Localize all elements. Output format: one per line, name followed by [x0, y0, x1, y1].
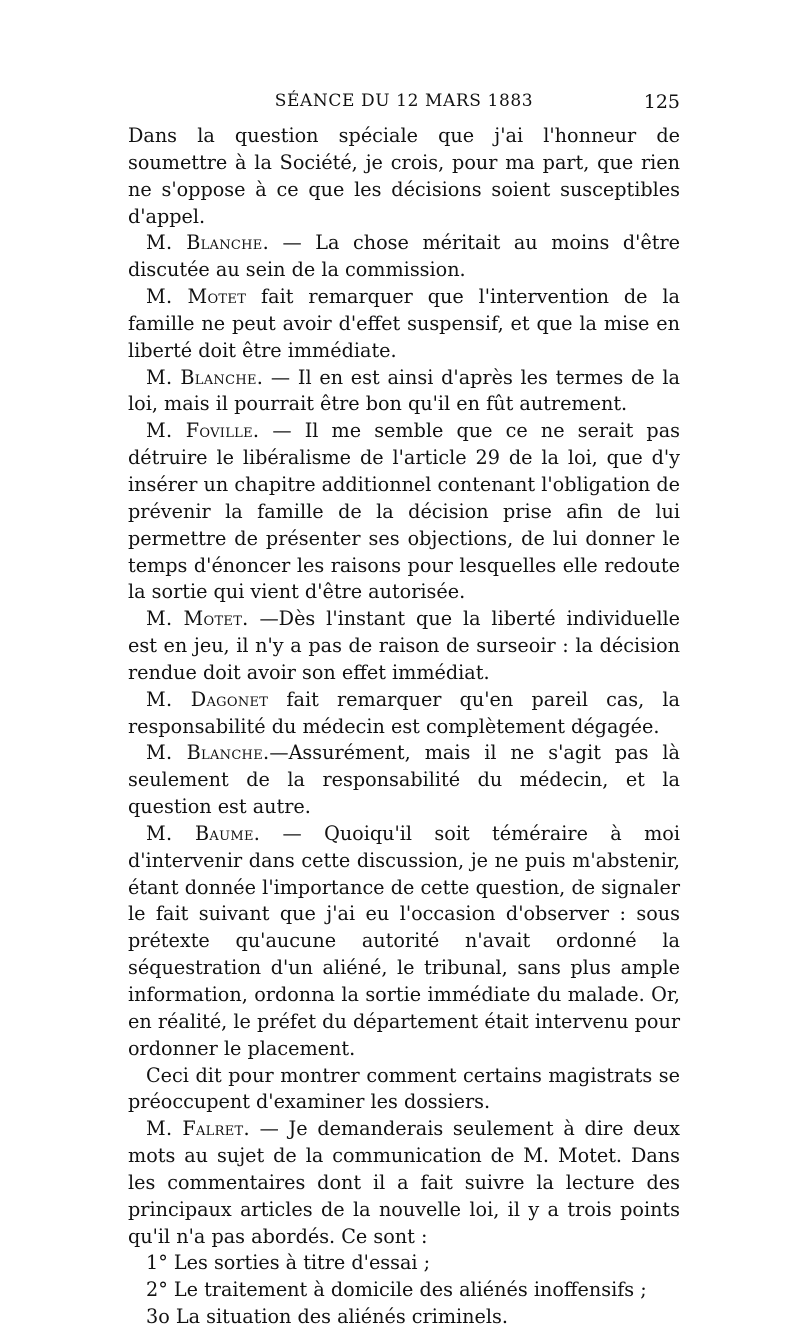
running-head: SÉANCE DU 12 MARS 1883 [274, 91, 534, 111]
paragraph-text: — Quoiqu'il soit téméraire à moi d'intervenir dans cette discussion, je ne puis m'abstenir, étant donnée l'importance de cette question, de signaler le fait suivant que j'ai eu l'occasion d'observer : sous prétexte qu'aucune autorité n'avait ordonné la séquestration d'un aliéné, le tribunal, sans plus ample information, ordonna la sortie immédiate du malade. Or, en réalité, le préfet du département était intervenu pour ordonner le placement. [128, 821, 680, 1060]
paragraph [128, 740, 680, 821]
paragraph [128, 230, 680, 284]
paragraph [128, 365, 680, 419]
speaker-name: M. Blanche. [146, 231, 269, 255]
page-header [128, 91, 680, 117]
speaker-name: M. Dagonet [146, 687, 269, 711]
paragraph-text: — Il me semble que ce ne serait pas détruire le libéralisme de l'article 29 de la loi, que d'y insérer un chapitre additionnel contenant l'obligation de prévenir la famille de la décision prise afin de lui permettre de présenter ses objections, de lui donner le temps d'énoncer les raisons pour lesquelles elle redoute la sortie qui vient d'être autorisée. [128, 419, 681, 604]
paragraph-text: fait remarquer qu'en pareil cas, la responsabilité du médecin est complètement dégagée. [128, 687, 680, 738]
paragraph-text: —Dès l'instant que la liberté individuelle est en jeu, il n'y a pas de raison de surseoir : la décision rendue doit avoir son effet immédiat. [128, 607, 681, 684]
speaker-name: M. Blanche. [146, 741, 270, 765]
paragraph [128, 284, 680, 365]
numbered-list [128, 1250, 680, 1331]
paragraph-text: Ceci dit pour montrer comment certains magistrats se préoccupent d'examiner les dossiers. [128, 1063, 680, 1114]
list-item: 1° Les sorties à titre d'essai ; [146, 1251, 431, 1275]
speaker-name: M. Blanche. [146, 365, 264, 389]
paragraph [128, 687, 680, 741]
speaker-name: M. Foville. [146, 419, 260, 443]
paragraph-text: fait remarquer que l'intervention de la famille ne peut avoir d'effet suspensif, et que la mise en liberté doit être immédiate. [128, 285, 680, 362]
paragraph-text: — Il en est ainsi d'après les termes de la loi, mais il pourrait être bon qu'il en fût autrement. [128, 365, 680, 416]
speaker-name: M. Baume. [146, 821, 261, 845]
list-item: 2° Le traitement à domicile des aliénés inoffensifs ; [146, 1278, 647, 1302]
body-text [128, 123, 680, 1331]
paragraph [128, 821, 680, 1063]
paragraph [128, 606, 680, 687]
paragraph [128, 418, 680, 606]
speaker-name: M. Motet [146, 285, 247, 309]
page-number: 125 [643, 91, 680, 113]
paragraph-text: — Je demanderais seulement à dire deux mots au sujet de la communication de M. Motet. Dans les commentaires dont il a fait suivre la lecture des principaux articles de la nouvelle loi, il y a trois points qu'il n'a pas abordés. Ce sont : [128, 1117, 680, 1248]
speaker-name: M. Falret. [146, 1117, 250, 1141]
paragraph-text: Dans la question spéciale que j'ai l'honneur de soumettre à la Société, je crois, pour ma part, que rien ne s'oppose à ce que les décisions soient susceptibles d'appel. [128, 124, 680, 228]
speaker-name: M. Motet. [146, 607, 249, 631]
list-item: 3o La situation des aliénés criminels. [146, 1305, 508, 1329]
paragraph [128, 1116, 680, 1250]
paragraph-text: —Assurément, mais il ne s'agit pas là seulement de la responsabilité du médecin, et la question est autre. [128, 741, 680, 819]
paragraph [128, 1063, 680, 1117]
paragraph [128, 123, 680, 230]
paragraph-text: — La chose méritait au moins d'être discutée au sein de la commission. [128, 231, 681, 282]
